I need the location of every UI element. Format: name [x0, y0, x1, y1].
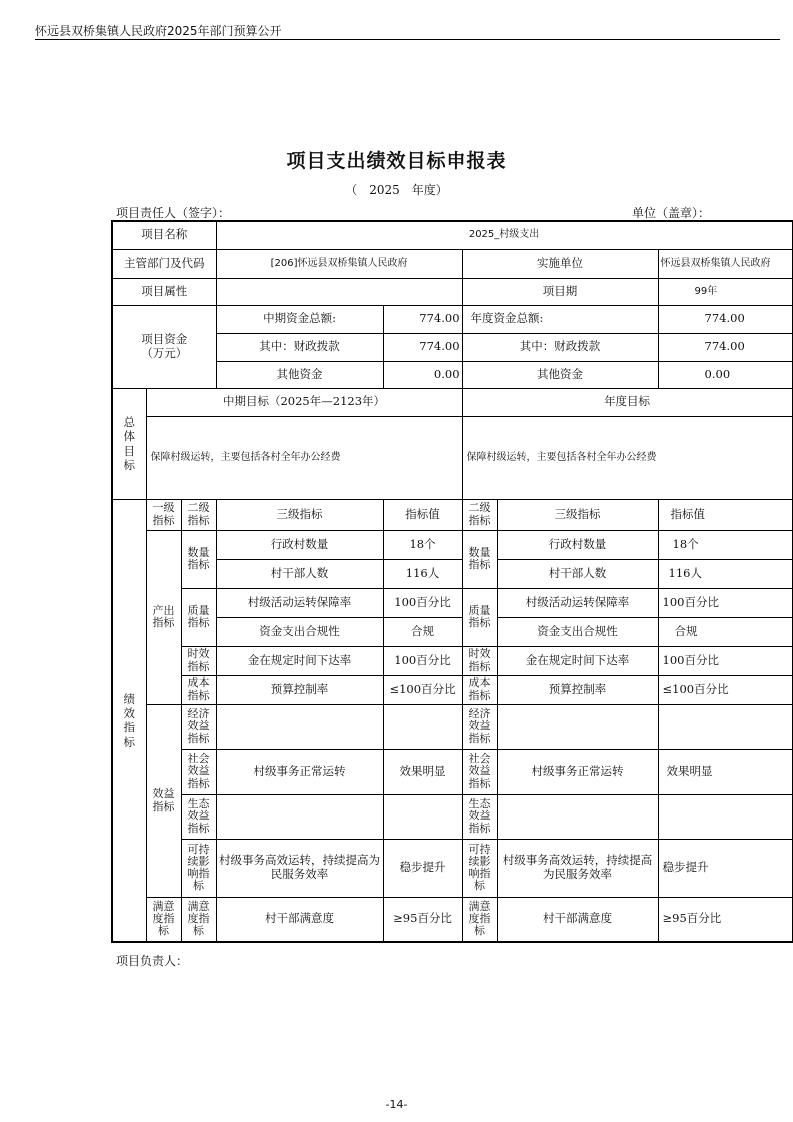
economic-label-annual: 经济 效益 指标 [462, 704, 497, 749]
mid-fiscal-value: 774.00 [383, 333, 462, 361]
indicator-compliance-annual: 资金支出合规性 [497, 617, 658, 646]
indicator-sustainability: 村级事务高效运转，持续提高为民服务效率 [216, 839, 383, 897]
value-social: 效果明显 [383, 749, 462, 794]
value-ecological [383, 794, 462, 839]
indicator-economic-annual [497, 704, 658, 749]
year-total-value: 774.00 [658, 305, 792, 333]
header-rule [35, 39, 780, 40]
level2-header-annual: 二级 指标 [462, 499, 497, 530]
value-budget-control-annual: ≤100百分比 [658, 675, 792, 704]
indicator-compliance: 资金支出合规性 [216, 617, 383, 646]
quantity-label: 数量 指标 [181, 530, 216, 588]
indicator-cadres: 村干部人数 [216, 559, 383, 588]
mid-goal-header: 中期目标（2025年—2123年） [146, 388, 462, 416]
value-header: 指标值 [383, 499, 462, 530]
level3-header-annual: 三级指标 [497, 499, 658, 530]
indicator-satisfaction: 村干部满意度 [216, 897, 383, 942]
performance-table [111, 220, 793, 943]
indicator-villages-annual: 行政村数量 [497, 530, 658, 559]
form-title: 项目支出绩效目标申报表 [286, 150, 507, 172]
year-goal-text: 保障村级运转，主要包括各村全年办公经费 [462, 416, 792, 499]
value-budget-control: ≤100百分比 [383, 675, 462, 704]
level1-header: 一级 指标 [146, 499, 181, 530]
value-compliance: 合规 [383, 617, 462, 646]
cost-label: 成本 指标 [181, 675, 216, 704]
economic-label: 经济 效益 指标 [181, 704, 216, 749]
attr-value [216, 278, 462, 305]
value-compliance-annual: 合规 [658, 617, 792, 646]
value-satisfaction: ≥95百分比 [383, 897, 462, 942]
page-number: -14- [385, 1098, 408, 1111]
cost-label-annual: 成本 指标 [462, 675, 497, 704]
overall-goal-label: 总 体 目 标 [112, 388, 146, 499]
mid-fiscal-label: 其中：财政拨款 [216, 333, 383, 361]
ecological-label-annual: 生态 效益 指标 [462, 794, 497, 839]
indicator-timely-rate-annual: 金在规定时间下达率 [497, 646, 658, 675]
year-total-label: 年度资金总额: [462, 305, 658, 333]
year-fiscal-value: 774.00 [658, 333, 792, 361]
mid-total-label: 中期资金总额: [216, 305, 383, 333]
value-satisfaction-annual: ≥95百分比 [658, 897, 792, 942]
quality-label: 质量 指标 [181, 588, 216, 646]
indicator-budget-control-annual: 预算控制率 [497, 675, 658, 704]
project-name-label: 项目名称 [112, 221, 216, 249]
level2-header: 二级 指标 [181, 499, 216, 530]
value-cadres-annual: 116人 [658, 559, 792, 588]
mid-total-value: 774.00 [383, 305, 462, 333]
value-ecological-annual [658, 794, 792, 839]
timeliness-label: 时效 指标 [181, 646, 216, 675]
social-label: 社会 效益 指标 [181, 749, 216, 794]
value-operation-rate: 100百分比 [383, 588, 462, 617]
responsible-label: 项目责任人（签字）： [116, 206, 231, 220]
timeliness-label-annual: 时效 指标 [462, 646, 497, 675]
indicator-ecological-annual [497, 794, 658, 839]
value-sustainability-annual: 稳步提升 [658, 839, 792, 897]
value-timely-rate: 100百分比 [383, 646, 462, 675]
indicator-social-annual: 村级事务正常运转 [497, 749, 658, 794]
performance-table-wrapper [111, 220, 771, 945]
output-indicator-label: 产出 指标 [146, 530, 181, 704]
indicator-timely-rate: 金在规定时间下达率 [216, 646, 383, 675]
social-label-annual: 社会 效益 指标 [462, 749, 497, 794]
indicator-ecological [216, 794, 383, 839]
indicator-operation-rate-annual: 村级活动运转保障率 [497, 588, 658, 617]
year-goal-header: 年度目标 [462, 388, 792, 416]
value-villages-annual: 18个 [658, 530, 792, 559]
period-label: 项目期 [462, 278, 658, 305]
level3-header: 三级指标 [216, 499, 383, 530]
value-economic [383, 704, 462, 749]
benefit-indicator-label: 效益 指标 [146, 704, 181, 897]
project-leader-label: 项目负责人： [116, 954, 189, 968]
project-name-value: 2025_村级支出 [216, 221, 792, 249]
indicator-cadres-annual: 村干部人数 [497, 559, 658, 588]
value-header-annual: 指标值 [658, 499, 792, 530]
year-fiscal-label: 其中：财政拨款 [462, 333, 658, 361]
satisfaction-sub-label-annual: 满意 度指 标 [462, 897, 497, 942]
indicator-villages: 行政村数量 [216, 530, 383, 559]
year-line: （ 2025 年度） [345, 183, 448, 197]
mid-other-value: 0.00 [383, 361, 462, 388]
performance-label: 绩 效 指 标 [112, 499, 146, 942]
sustainability-label-annual: 可持 续影 响指 标 [462, 839, 497, 897]
impl-unit-label: 实施单位 [462, 249, 658, 278]
satisfaction-indicator-label: 满意 度指 标 [146, 897, 181, 942]
indicator-economic [216, 704, 383, 749]
sustainability-label: 可持 续影 响指 标 [181, 839, 216, 897]
dept-label: 主管部门及代码 [112, 249, 216, 278]
funds-label: 项目资金 （万元） [112, 305, 216, 388]
value-sustainability: 稳步提升 [383, 839, 462, 897]
mid-other-label: 其他资金 [216, 361, 383, 388]
ecological-label: 生态 效益 指标 [181, 794, 216, 839]
indicator-budget-control: 预算控制率 [216, 675, 383, 704]
unit-seal-label: 单位（盖章）： [632, 206, 711, 220]
value-social-annual: 效果明显 [658, 749, 792, 794]
page-header: 怀远县双桥集镇人民政府2025年部门预算公开 [35, 24, 282, 38]
value-cadres: 116人 [383, 559, 462, 588]
year-other-label: 其他资金 [462, 361, 658, 388]
indicator-satisfaction-annual: 村干部满意度 [497, 897, 658, 942]
quality-label-annual: 质量 指标 [462, 588, 497, 646]
period-value: 99年 [658, 278, 792, 305]
year-other-value: 0.00 [658, 361, 792, 388]
indicator-sustainability-annual: 村级事务高效运转，持续提高为民服务效率 [497, 839, 658, 897]
mid-goal-text: 保障村级运转，主要包括各村全年办公经费 [146, 416, 462, 499]
value-operation-rate-annual: 100百分比 [658, 588, 792, 617]
value-timely-rate-annual: 100百分比 [658, 646, 792, 675]
indicator-operation-rate: 村级活动运转保障率 [216, 588, 383, 617]
value-villages: 18个 [383, 530, 462, 559]
impl-unit-value: 怀远县双桥集镇人民政府 [658, 249, 792, 278]
satisfaction-sub-label: 满意 度指 标 [181, 897, 216, 942]
attr-label: 项目属性 [112, 278, 216, 305]
indicator-social: 村级事务正常运转 [216, 749, 383, 794]
quantity-label-annual: 数量 指标 [462, 530, 497, 588]
dept-value: [206]怀远县双桥集镇人民政府 [216, 249, 462, 278]
value-economic-annual [658, 704, 792, 749]
